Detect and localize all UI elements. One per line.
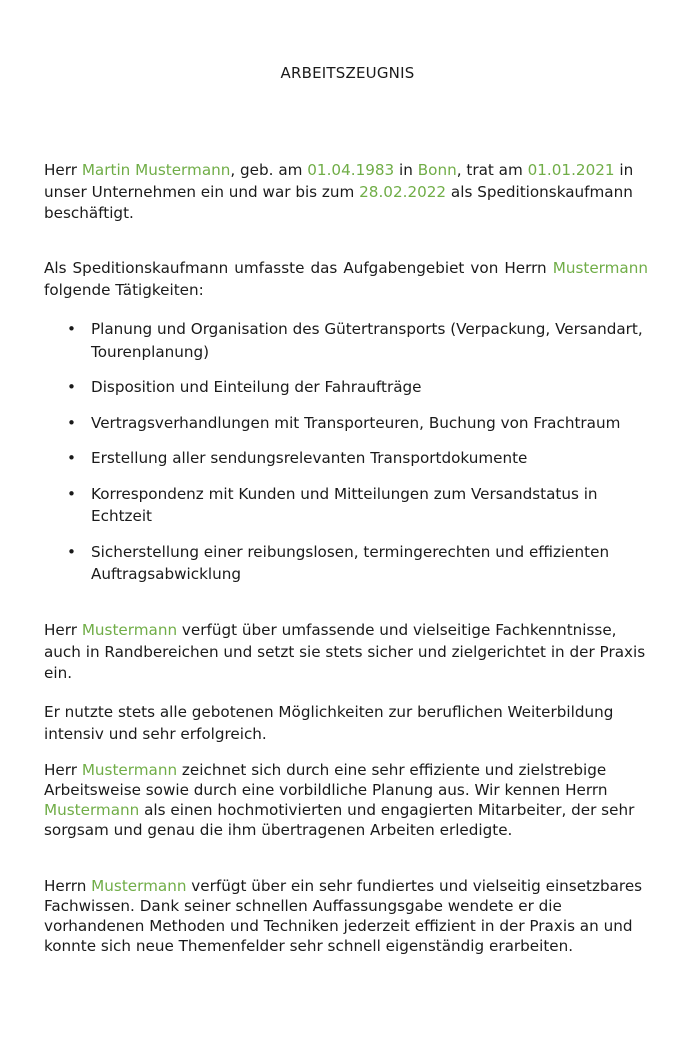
birth-date: 01.04.1983	[307, 161, 395, 179]
work-style-text-1: Herr	[44, 761, 82, 779]
task-list	[44, 318, 648, 599]
task-text: Disposition und Einteilung der Fahraufträge	[91, 378, 422, 396]
tasks-intro-text-2: folgende Tätigkeiten:	[44, 280, 204, 299]
task-item	[44, 376, 648, 399]
intro-text-6: als Speditionskaufmann beschäftigt.	[44, 182, 633, 222]
intro-text-3: in	[394, 161, 418, 179]
task-item	[44, 483, 648, 528]
knowledge-paragraph	[44, 620, 648, 685]
document-title: ARBEITSZEUGNIS	[280, 64, 415, 82]
employee-surname: Mustermann	[81, 761, 178, 779]
work-style-text-2: zeichnet sich durch eine sehr effiziente und zielstrebige Arbeitsweise sowie durch eine vorbildliche Planung aus. Wir kennen Herrn	[44, 761, 608, 799]
task-item	[44, 412, 648, 435]
employee-surname: Mustermann	[81, 621, 178, 639]
employee-name: Martin Mustermann	[81, 161, 231, 179]
work-style-text-3: als einen hochmotivierten und engagierten Mitarbeiter, der sehr sorgsam und genau die ihm übertragenen Arbeiten erledigte.	[44, 801, 635, 839]
expertise-text-2: verfügt über ein sehr fundiertes und vielseitig einsetzbares Fachwissen. Dank seiner schnellen Auffassungsgabe wendete er die vorhandenen Methoden und Techniken jederzeit effizient in der Praxis an und konnte sich neue Themenfelder sehr schnell eigenständig erarbeiten.	[44, 877, 643, 955]
expertise-text-1: Herrn	[44, 877, 92, 895]
intro-paragraph	[44, 160, 648, 225]
start-date: 01.01.2021	[527, 161, 615, 179]
bullet-icon: •	[67, 542, 76, 561]
training-paragraph: Er nutzte stets alle gebotenen Möglichkeiten zur beruflichen Weiterbildung intensiv und sehr erfolgreich.	[44, 703, 614, 743]
expertise-paragraph	[44, 876, 648, 956]
bullet-icon: •	[67, 449, 76, 467]
bullet-icon: •	[67, 413, 76, 432]
task-text: Vertragsverhandlungen mit Transporteuren, Buchung von Frachtraum	[91, 413, 621, 432]
task-item	[44, 447, 648, 470]
knowledge-text-1: Herr	[44, 621, 82, 639]
task-text: Sicherstellung einer reibungslosen, termingerechten und effizienten Auftragsabwicklung	[91, 542, 610, 583]
employee-surname: Mustermann	[44, 801, 140, 819]
intro-text-4: , trat am	[456, 161, 528, 179]
task-item	[44, 541, 648, 586]
employee-surname: Mustermann	[552, 259, 648, 277]
intro-text-1: Herr	[44, 161, 82, 179]
bullet-icon: •	[67, 484, 76, 503]
task-item	[44, 318, 648, 363]
tasks-intro-text-1: Als Speditionskaufmann umfasste das Aufgabengebiet von Herrn	[44, 259, 553, 277]
bullet-icon: •	[67, 320, 76, 338]
knowledge-text-2: verfügt über umfassende und vielseitige Fachkenntnisse, auch in Randbereichen und setzt sie stets sicher und zielgerichtet in der Praxis ein.	[44, 621, 646, 682]
task-text: Erstellung aller sendungsrelevanten Transportdokumente	[91, 449, 528, 467]
task-text: Planung und Organisation des Gütertransports (Verpackung, Versandart, Tourenplanung)	[91, 320, 643, 361]
intro-text-5: in unser Unternehmen ein und war bis zum	[44, 161, 634, 201]
birth-place: Bonn	[417, 161, 457, 179]
work-style-paragraph	[44, 760, 648, 840]
intro-text-2: , geb. am	[230, 161, 308, 179]
task-text: Korrespondenz mit Kunden und Mitteilungen zum Versandstatus in Echtzeit	[91, 484, 598, 525]
employee-surname: Mustermann	[91, 877, 187, 895]
tasks-intro-paragraph	[44, 258, 648, 301]
end-date: 28.02.2022	[359, 182, 447, 201]
bullet-icon: •	[67, 378, 76, 396]
